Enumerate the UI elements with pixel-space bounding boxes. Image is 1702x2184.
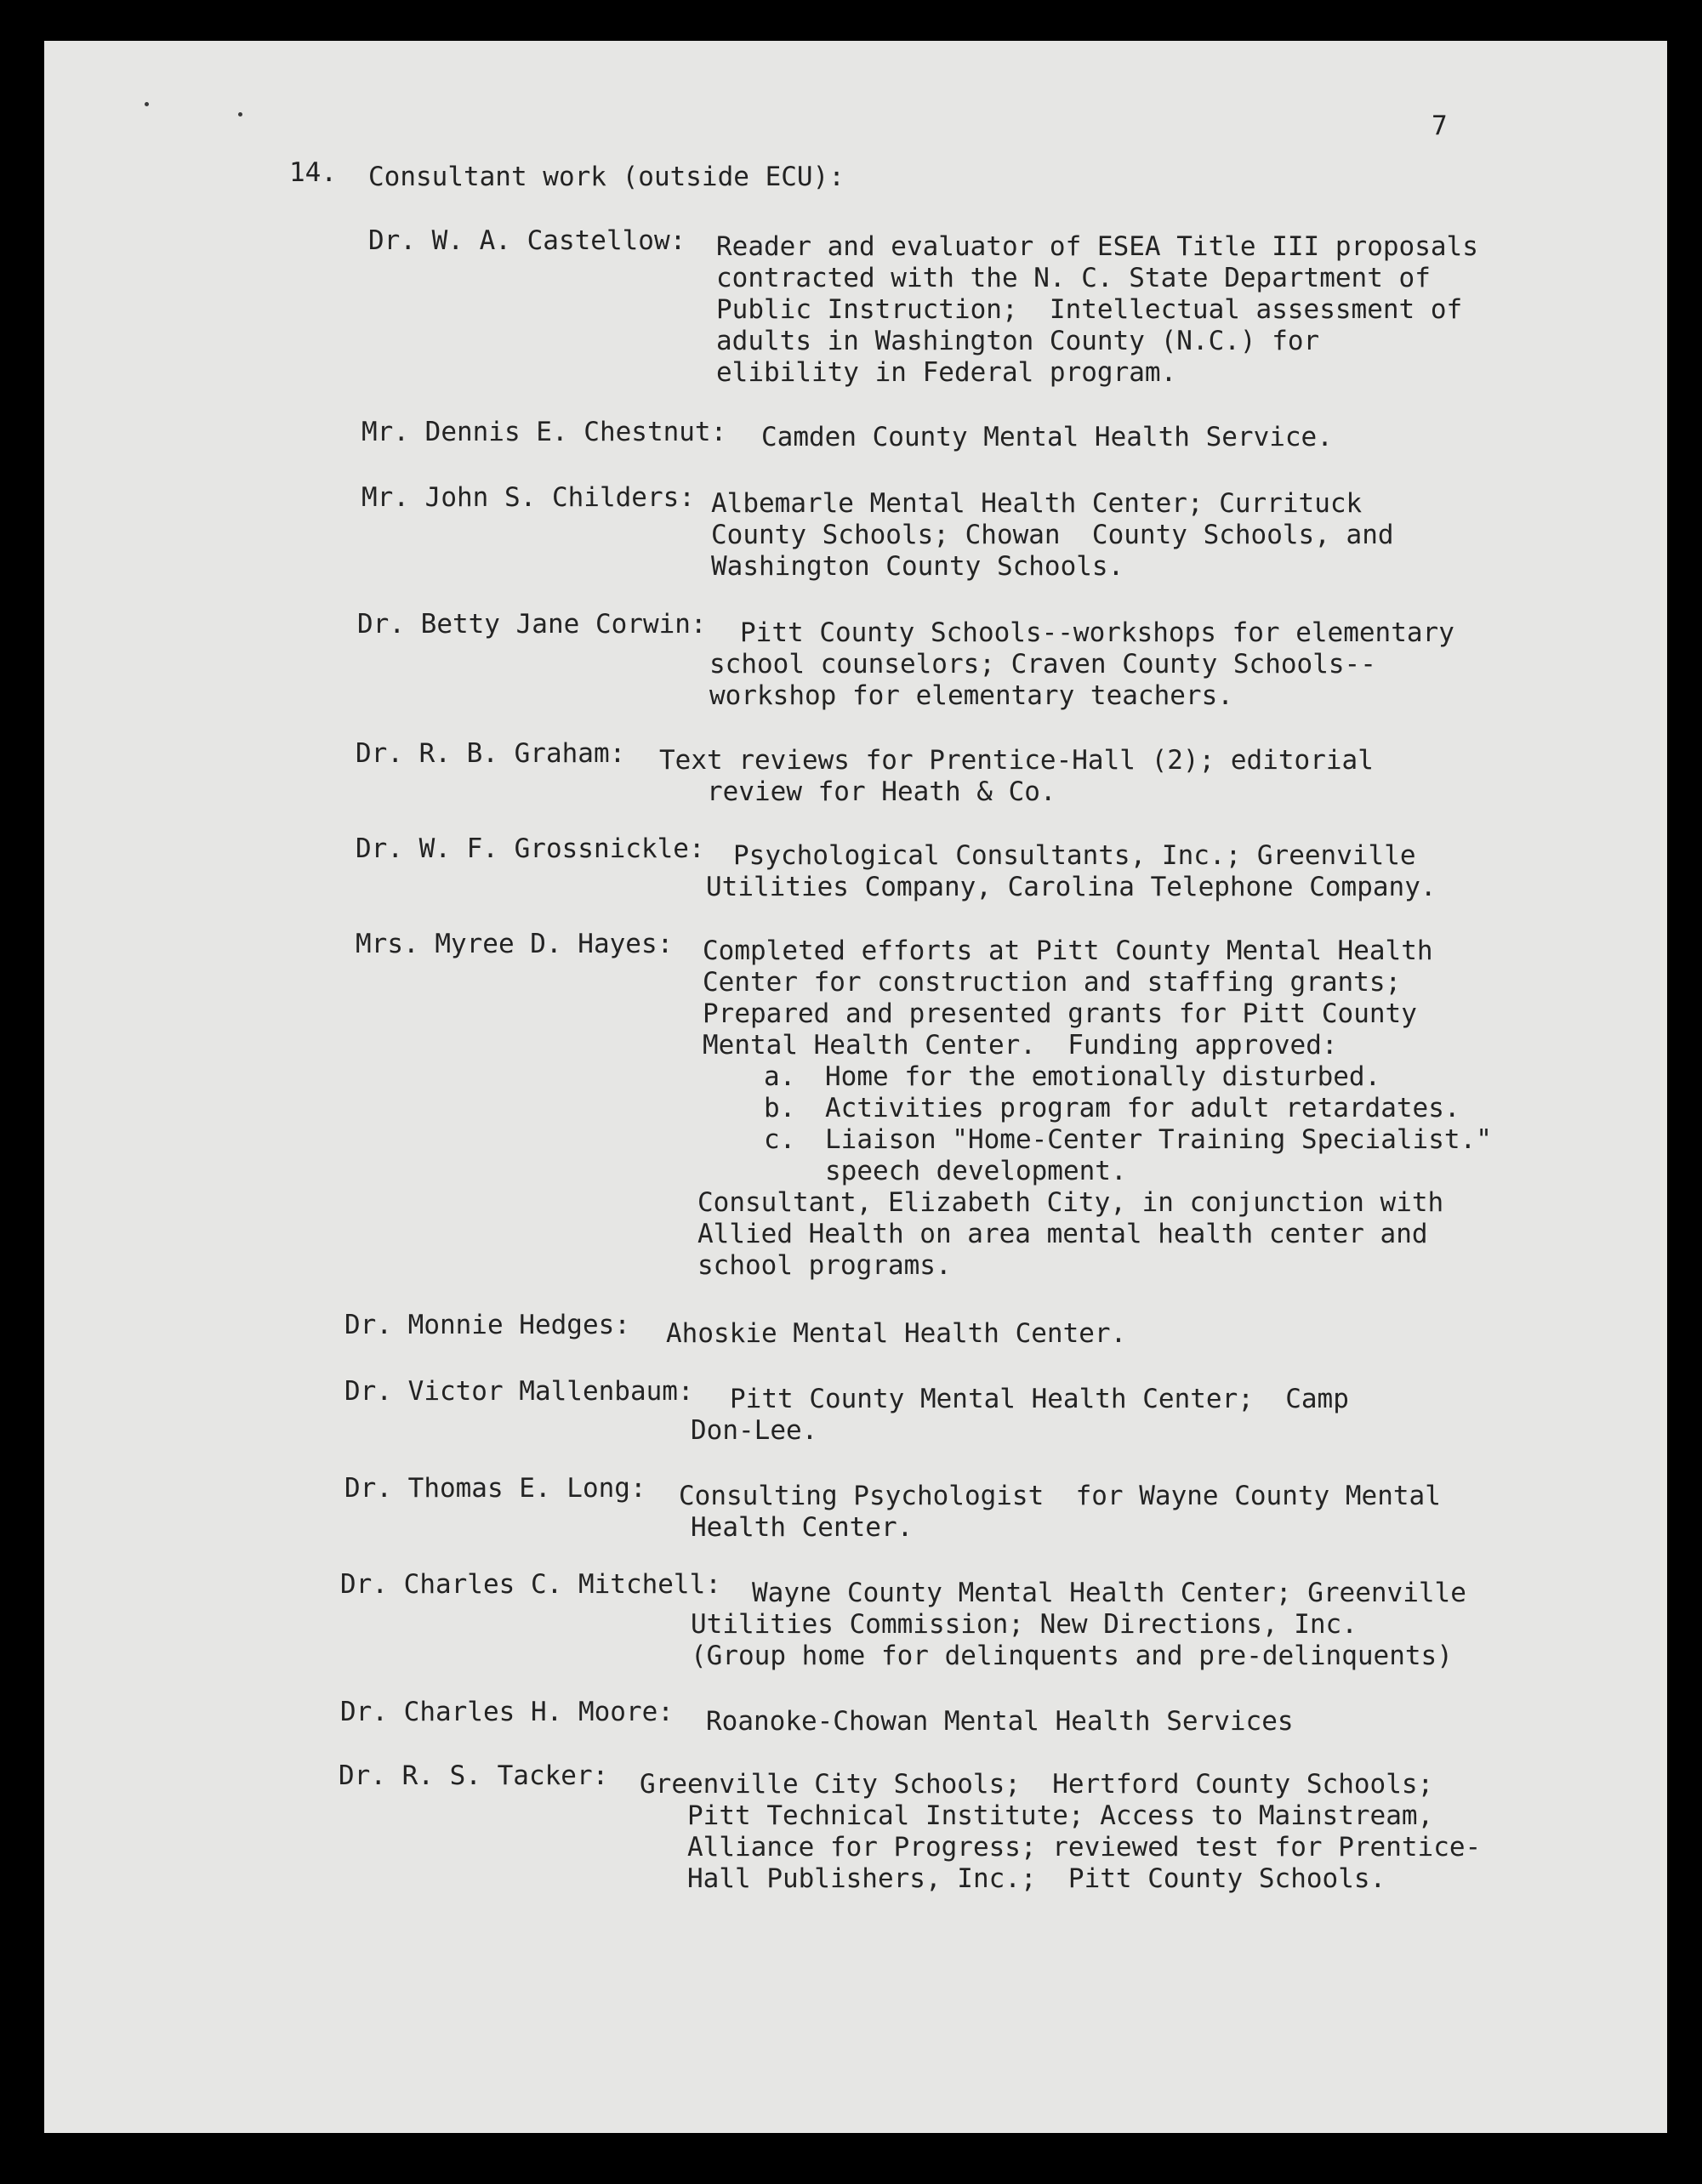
consultant-name: Dr. W. A. Castellow: bbox=[368, 225, 686, 256]
description-line: Don-Lee. bbox=[691, 1415, 818, 1446]
description-line: Allied Health on area mental health center and bbox=[697, 1219, 1428, 1249]
consultant-description bbox=[706, 840, 1506, 903]
consultant-description bbox=[666, 1318, 1466, 1350]
consultant-name: Dr. W. F. Grossnickle: bbox=[356, 833, 705, 864]
description-line: Ahoskie Mental Health Center. bbox=[666, 1318, 1127, 1349]
description-line: Psychological Consultants, Inc.; Greenville bbox=[733, 840, 1416, 871]
consultant-name: Dr. Charles C. Mitchell: bbox=[340, 1569, 721, 1600]
section-title: Consultant work (outside ECU): bbox=[368, 162, 845, 192]
consultant-description bbox=[691, 1578, 1490, 1672]
description-line: Utilities Commission; New Directions, Inc. bbox=[691, 1609, 1358, 1640]
consultant-name: Dr. R. S. Tacker: bbox=[339, 1760, 609, 1791]
list-continuation: speech development. bbox=[825, 1156, 1127, 1186]
page-number: 7 bbox=[1432, 111, 1448, 141]
list-item bbox=[703, 1061, 1502, 1093]
consultant-description bbox=[691, 1384, 1490, 1447]
consultant-name: Dr. Victor Mallenbaum: bbox=[344, 1376, 694, 1407]
consultant-name: Dr. Thomas E. Long: bbox=[344, 1473, 646, 1504]
consultant-name: Mr. John S. Childers: bbox=[361, 482, 695, 513]
consultant-description bbox=[716, 231, 1516, 389]
description-line: Pitt County Mental Health Center; Camp bbox=[730, 1384, 1349, 1414]
description-line: Consultant, Elizabeth City, in conjunction with bbox=[697, 1187, 1444, 1218]
description-line: Albemarle Mental Health Center; Currituck bbox=[711, 488, 1363, 519]
consultant-description bbox=[697, 936, 1502, 1282]
description-line: Washington County Schools. bbox=[711, 551, 1124, 582]
description-line: Center for construction and staffing grants; bbox=[703, 967, 1402, 998]
section-number: 14. bbox=[289, 157, 337, 188]
description-line: Utilities Company, Carolina Telephone Company. bbox=[706, 872, 1437, 902]
description-line: Text reviews for Prentice-Hall (2); editorial bbox=[659, 745, 1374, 776]
consultant-description bbox=[640, 1769, 1482, 1895]
consultant-description bbox=[709, 617, 1509, 712]
description-line: Alliance for Progress; reviewed test for Prentice- bbox=[687, 1832, 1482, 1863]
description-line: (Group home for delinquents and pre-delinquents) bbox=[691, 1641, 1453, 1671]
list-text: Activities program for adult retardates. bbox=[825, 1093, 1460, 1123]
description-line: review for Heath & Co. bbox=[707, 776, 1056, 807]
description-line: Prepared and presented grants for Pitt County bbox=[703, 998, 1417, 1029]
consultant-description bbox=[659, 745, 1459, 808]
description-line: adults in Washington County (N.C.) for bbox=[716, 326, 1320, 356]
list-item bbox=[703, 1124, 1502, 1156]
description-line: Mental Health Center. Funding approved: bbox=[703, 1030, 1338, 1061]
description-line: Public Instruction; Intellectual assessment of bbox=[716, 294, 1463, 325]
consultant-name: Dr. Monnie Hedges: bbox=[344, 1310, 630, 1340]
description-line: Camden County Mental Health Service. bbox=[761, 422, 1333, 452]
description-line: Reader and evaluator of ESEA Title III proposals bbox=[716, 231, 1478, 262]
description-line: Health Center. bbox=[691, 1512, 914, 1543]
list-text: Liaison "Home-Center Training Specialist." bbox=[825, 1124, 1492, 1155]
consultant-description bbox=[711, 488, 1511, 583]
description-line: contracted with the N. C. State Department of bbox=[716, 263, 1431, 293]
consultant-name: Dr. Betty Jane Corwin: bbox=[357, 609, 707, 640]
list-item bbox=[703, 1093, 1502, 1124]
description-line: workshop for elementary teachers. bbox=[709, 680, 1233, 711]
list-label: c. bbox=[764, 1124, 796, 1155]
consultant-description bbox=[679, 1481, 1478, 1544]
consultant-name: Mrs. Myree D. Hayes: bbox=[356, 929, 674, 959]
description-line: elibility in Federal program. bbox=[716, 357, 1177, 388]
consultant-name: Dr. R. B. Graham: bbox=[356, 738, 626, 769]
description-line: County Schools; Chowan County Schools, and bbox=[711, 520, 1394, 550]
list-label: a. bbox=[764, 1061, 796, 1092]
description-line: Consulting Psychologist for Wayne County Mental bbox=[679, 1481, 1441, 1511]
consultant-name: Dr. Charles H. Moore: bbox=[340, 1697, 674, 1727]
description-line: Greenville City Schools; Hertford County Schools; bbox=[640, 1769, 1434, 1800]
list-text: Home for the emotionally disturbed. bbox=[825, 1061, 1381, 1092]
description-line: Pitt Technical Institute; Access to Mainstream, bbox=[687, 1800, 1434, 1831]
description-line: Wayne County Mental Health Center; Greenville bbox=[752, 1578, 1466, 1608]
description-line: Roanoke-Chowan Mental Health Services bbox=[706, 1706, 1294, 1737]
description-line: school counselors; Craven County Schools-- bbox=[709, 649, 1376, 680]
consultant-description bbox=[706, 1706, 1506, 1738]
list-label: b. bbox=[764, 1093, 796, 1123]
consultant-name: Mr. Dennis E. Chestnut: bbox=[361, 417, 727, 447]
description-line: school programs. bbox=[697, 1250, 952, 1281]
description-line: Hall Publishers, Inc.; Pitt County Schools. bbox=[687, 1863, 1386, 1894]
consultant-description bbox=[761, 422, 1561, 453]
description-line: Pitt County Schools--workshops for elementary bbox=[740, 617, 1454, 648]
description-line: Completed efforts at Pitt County Mental Health bbox=[703, 936, 1433, 966]
